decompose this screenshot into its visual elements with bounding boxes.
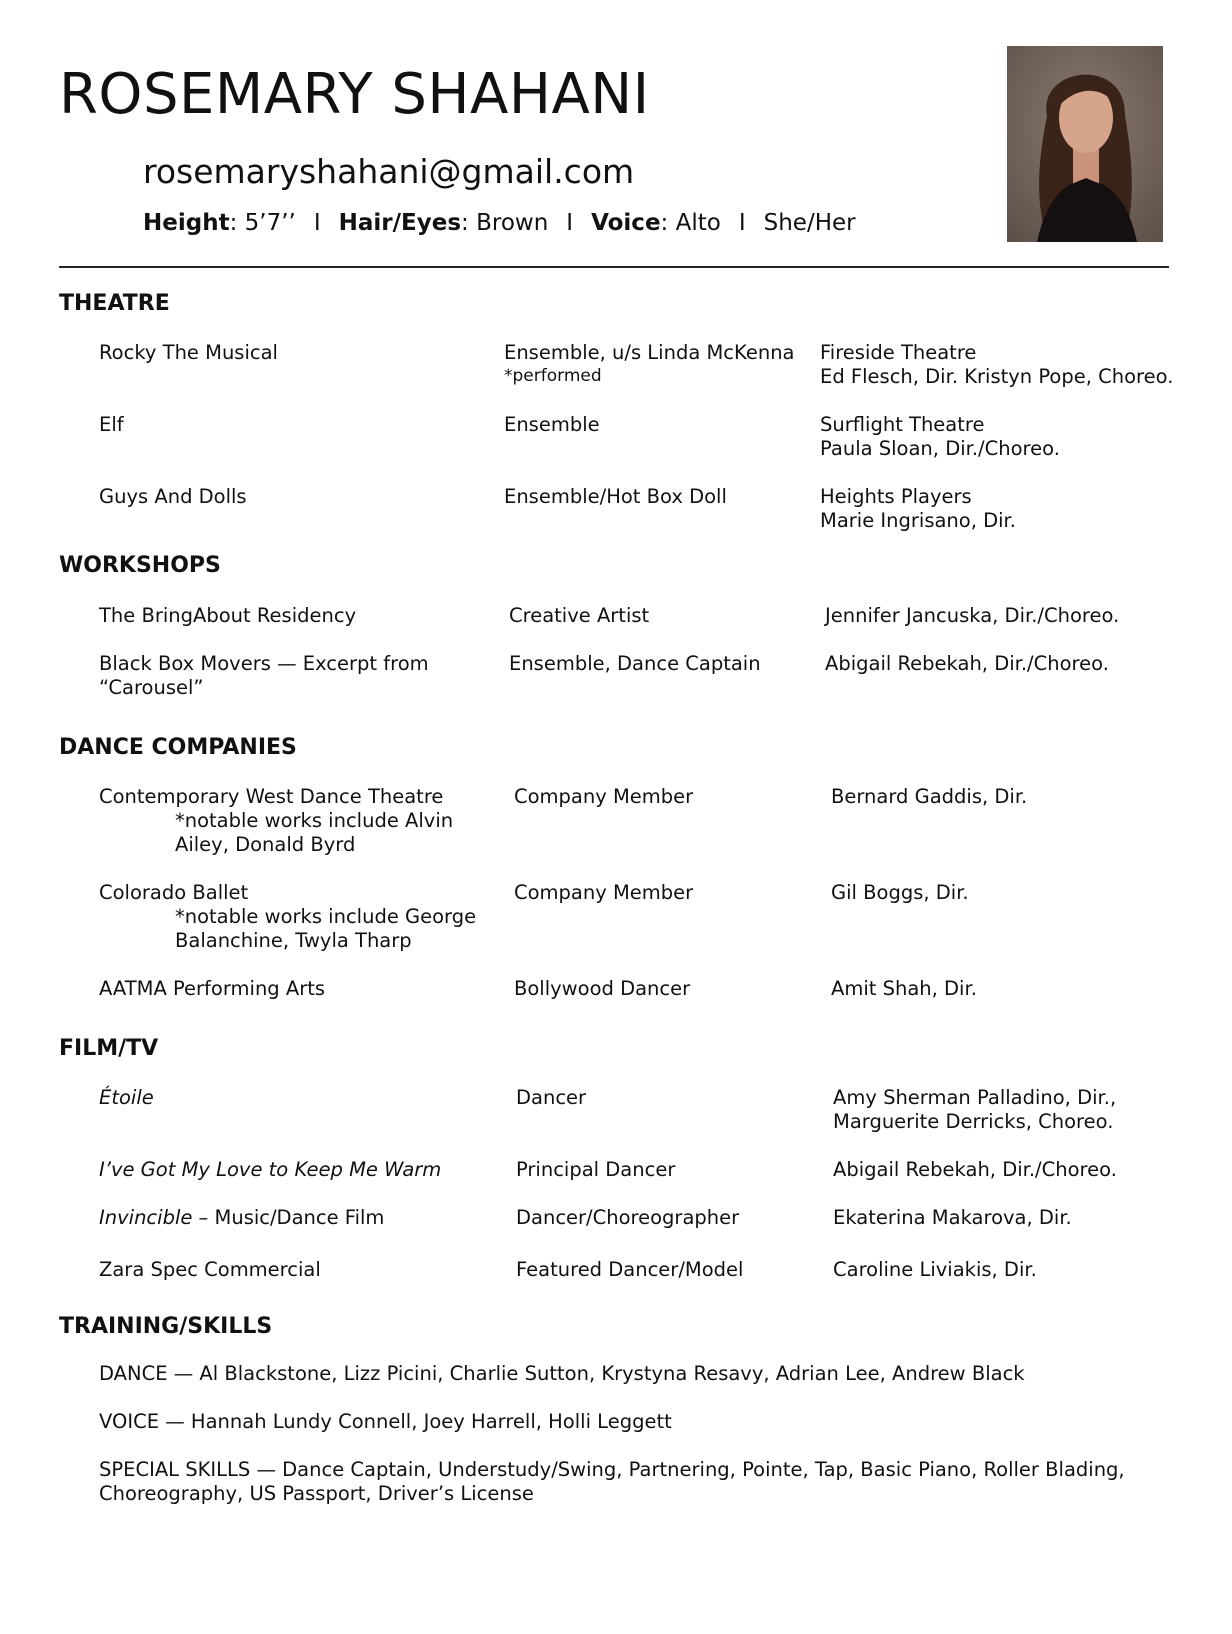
headshot-photo bbox=[1007, 46, 1163, 242]
theatre-role: Ensemble/Hot Box Doll bbox=[504, 485, 727, 508]
section-title-theatre: THEATRE bbox=[59, 291, 170, 316]
film-credit bbox=[833, 1086, 1116, 1134]
workshop-role: Creative Artist bbox=[509, 604, 650, 627]
film-role: Principal Dancer bbox=[516, 1158, 676, 1181]
email-link[interactable]: rosemaryshahani@gmail.com bbox=[143, 152, 635, 191]
company-note: *notable works include Alvin bbox=[175, 809, 454, 832]
film-title: I’ve Got My Love to Keep Me Warm bbox=[99, 1158, 442, 1181]
company-note: Balanchine, Twyla Tharp bbox=[175, 929, 412, 952]
film-title-suffix: – Music/Dance Film bbox=[192, 1206, 385, 1229]
title-line: “Carousel” bbox=[99, 676, 204, 699]
credit-line: Marguerite Derricks, Choreo. bbox=[833, 1110, 1114, 1133]
workshop-credit: Jennifer Jancuska, Dir./Choreo. bbox=[825, 604, 1120, 627]
dance-role: Bollywood Dancer bbox=[514, 977, 691, 1000]
film-credit: Ekaterina Makarova, Dir. bbox=[833, 1206, 1072, 1229]
theatre-role bbox=[504, 341, 795, 387]
role-note: *performed bbox=[504, 366, 602, 386]
credit: Marie Ingrisano, Dir. bbox=[820, 509, 1016, 532]
company-name: Contemporary West Dance Theatre bbox=[99, 785, 444, 808]
training-dance: DANCE — Al Blackstone, Lizz Picini, Charlie Sutton, Krystyna Resavy, Adrian Lee, Andrew Black bbox=[99, 1362, 1025, 1385]
film-title: Étoile bbox=[99, 1086, 154, 1109]
hair-eyes-label: Hair/Eyes bbox=[338, 210, 462, 236]
voice-value: : Alto bbox=[660, 210, 721, 236]
workshop-credit: Abigail Rebekah, Dir./Choreo. bbox=[825, 652, 1109, 675]
credit: Ed Flesch, Dir. Kristyn Pope, Choreo. bbox=[820, 365, 1174, 388]
dance-credit: Amit Shah, Dir. bbox=[831, 977, 977, 1000]
venue: Fireside Theatre bbox=[820, 341, 977, 364]
theatre-role: Ensemble bbox=[504, 413, 600, 436]
special-skills bbox=[99, 1458, 1125, 1506]
theatre-title: Elf bbox=[99, 413, 124, 436]
theatre-title: Rocky The Musical bbox=[99, 341, 278, 364]
workshop-title: The BringAbout Residency bbox=[99, 604, 357, 627]
section-title-workshops: WORKSHOPS bbox=[59, 553, 221, 578]
stats-line bbox=[143, 210, 856, 236]
section-title-film-tv: FILM/TV bbox=[59, 1036, 159, 1061]
role-text: Ensemble, u/s Linda McKenna bbox=[504, 341, 795, 364]
dance-company bbox=[99, 881, 476, 953]
credit-line: Amy Sherman Palladino, Dir., bbox=[833, 1086, 1117, 1109]
height-value: : 5’7’’ bbox=[229, 210, 296, 236]
skills-line: Choreography, US Passport, Driver’s License bbox=[99, 1482, 534, 1505]
credit: Paula Sloan, Dir./Choreo. bbox=[820, 437, 1060, 460]
dance-role: Company Member bbox=[514, 785, 694, 808]
workshop-role: Ensemble, Dance Captain bbox=[509, 652, 761, 675]
workshop-title bbox=[99, 652, 429, 700]
theatre-credit bbox=[820, 413, 1060, 461]
film-title: Zara Spec Commercial bbox=[99, 1258, 321, 1281]
film-credit: Abigail Rebekah, Dir./Choreo. bbox=[833, 1158, 1117, 1181]
film-role: Dancer bbox=[516, 1086, 587, 1109]
separator: I bbox=[738, 210, 746, 236]
section-title-training-skills: TRAINING/SKILLS bbox=[59, 1314, 273, 1339]
theatre-credit bbox=[820, 341, 1173, 389]
film-title bbox=[99, 1206, 384, 1230]
dance-credit: Bernard Gaddis, Dir. bbox=[831, 785, 1028, 808]
header-divider bbox=[59, 266, 1169, 268]
separator: I bbox=[566, 210, 574, 236]
company-note: Ailey, Donald Byrd bbox=[175, 833, 356, 856]
venue: Heights Players bbox=[820, 485, 972, 508]
voice-label: Voice bbox=[591, 210, 661, 236]
dance-company: AATMA Performing Arts bbox=[99, 977, 326, 1000]
training-voice: VOICE — Hannah Lundy Connell, Joey Harrell, Holli Leggett bbox=[99, 1410, 672, 1433]
film-credit: Caroline Liviakis, Dir. bbox=[833, 1258, 1037, 1281]
dance-company bbox=[99, 785, 453, 857]
film-role: Dancer/Choreographer bbox=[516, 1206, 740, 1229]
film-title-italic: Invincible bbox=[99, 1206, 193, 1229]
dance-credit: Gil Boggs, Dir. bbox=[831, 881, 969, 904]
venue: Surflight Theatre bbox=[820, 413, 985, 436]
dance-role: Company Member bbox=[514, 881, 694, 904]
pronouns: She/Her bbox=[763, 210, 856, 236]
height-label: Height bbox=[143, 210, 230, 236]
theatre-credit bbox=[820, 485, 1016, 533]
candidate-name: ROSEMARY SHAHANI bbox=[59, 62, 650, 127]
section-title-dance-companies: DANCE COMPANIES bbox=[59, 735, 297, 760]
separator: I bbox=[313, 210, 321, 236]
title-line: Black Box Movers — Excerpt from bbox=[99, 652, 429, 675]
theatre-title: Guys And Dolls bbox=[99, 485, 247, 508]
skills-line: SPECIAL SKILLS — Dance Captain, Understudy/Swing, Partnering, Pointe, Tap, Basic Piano, Roller Blading, bbox=[99, 1458, 1125, 1481]
company-name: Colorado Ballet bbox=[99, 881, 249, 904]
hair-eyes-value: : Brown bbox=[461, 210, 549, 236]
company-note: *notable works include George bbox=[175, 905, 477, 928]
film-role: Featured Dancer/Model bbox=[516, 1258, 744, 1281]
